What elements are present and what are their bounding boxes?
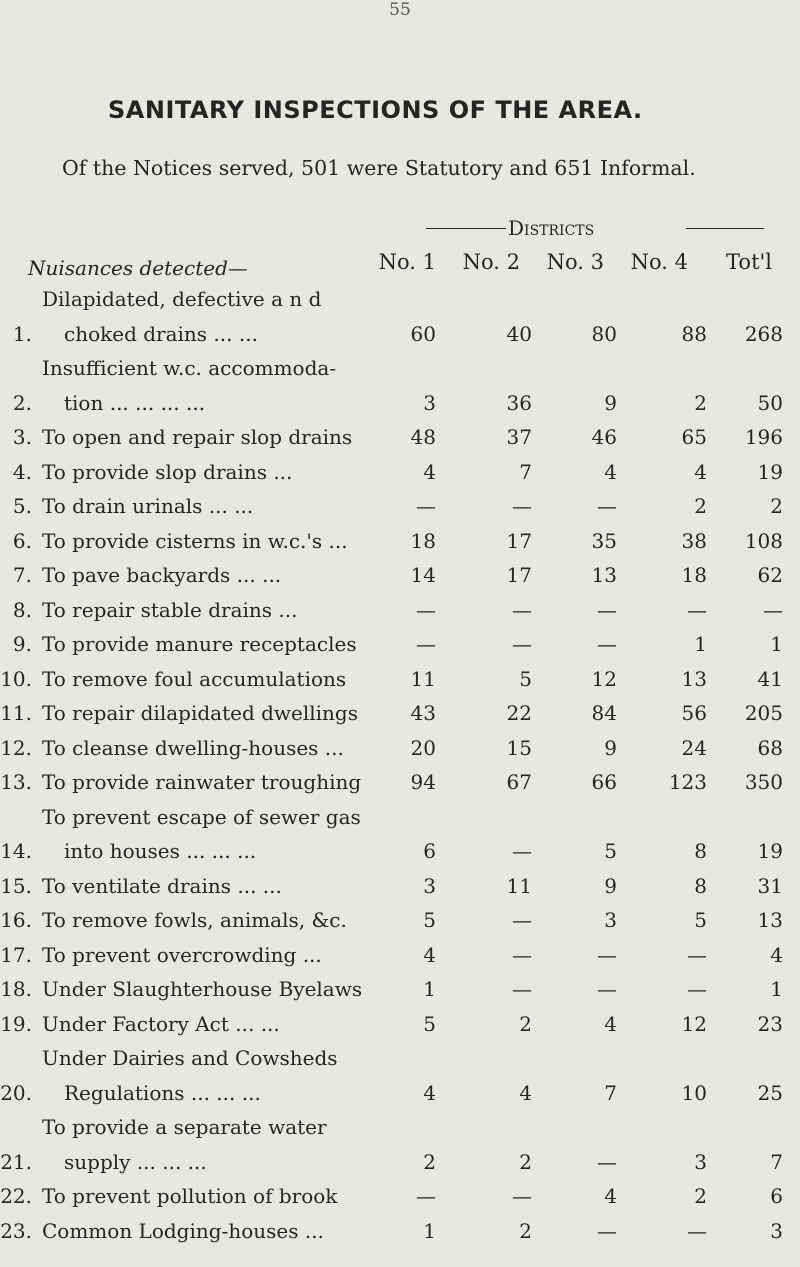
cell-value: —: [763, 597, 783, 622]
column-header-total: Tot'l: [726, 250, 772, 274]
cell-value: 205: [744, 701, 783, 725]
cell-value: 4: [423, 459, 436, 484]
cell-value: 18: [681, 563, 707, 587]
cell-value: 24: [681, 735, 707, 760]
cell-value: —: [597, 632, 617, 656]
cell-value: 1: [423, 977, 436, 1001]
cell-value: —: [687, 1218, 707, 1243]
row-description: [42, 938, 388, 973]
cell-value: 40: [506, 321, 532, 346]
intro-text: Of the Notices served, 501 were Statutory and 651 Informal.: [62, 156, 696, 180]
cell-value: —: [597, 597, 617, 622]
cell-value: 35: [591, 528, 617, 553]
row-description: [42, 455, 388, 490]
row-number: 10.: [0, 666, 32, 691]
cell-value: —: [512, 977, 532, 1001]
cell-value: 80: [591, 321, 617, 346]
cell-value: 31: [757, 873, 783, 898]
description-line: To pave backyards ... ...: [42, 563, 282, 587]
cell-value: 12: [681, 1011, 707, 1036]
cell-value: 350: [744, 770, 783, 794]
districts-rule-right: [686, 228, 764, 229]
row-number: 13.: [0, 770, 32, 794]
cell-value: 3: [423, 390, 436, 415]
description-line: To provide a separate water: [42, 1115, 327, 1139]
column-header-no1: No. 1: [378, 250, 436, 274]
cell-value: 1: [770, 977, 783, 1001]
table-row: [0, 420, 783, 455]
row-number: 16.: [0, 908, 32, 932]
cell-value: —: [512, 494, 532, 518]
table-row: [0, 455, 783, 490]
table-row: [0, 627, 783, 662]
row-description: [42, 1214, 388, 1249]
cell-value: 13: [591, 563, 617, 587]
cell-value: 4: [694, 459, 707, 484]
page-number: 55: [389, 0, 411, 20]
cell-value: 18: [410, 528, 436, 553]
cell-value: 2: [519, 1218, 532, 1243]
row-description: [42, 351, 388, 420]
cell-value: 9: [604, 735, 617, 760]
cell-value: 94: [410, 770, 436, 794]
cell-value: 14: [410, 563, 436, 587]
cell-value: 48: [410, 425, 436, 449]
cell-value: 11: [506, 873, 532, 898]
description-line: Insufficient w.c. accommoda-: [42, 356, 337, 380]
table-row: [0, 524, 783, 559]
row-number: 19.: [0, 1011, 32, 1036]
row-number: 1.: [12, 321, 32, 346]
cell-value: 20: [410, 735, 436, 760]
row-description: [42, 282, 388, 351]
cell-value: 43: [410, 701, 436, 725]
description-line: To prevent overcrowding ...: [42, 942, 322, 967]
row-number: 8.: [12, 597, 32, 622]
description-line: To ventilate drains ... ...: [42, 873, 282, 898]
cell-value: 25: [757, 1080, 783, 1105]
table-row: [0, 1179, 783, 1214]
row-description: [42, 1179, 388, 1214]
row-number: 14.: [0, 839, 32, 863]
cell-value: 2: [519, 1149, 532, 1174]
row-number: 5.: [12, 494, 32, 518]
cell-value: 7: [604, 1080, 617, 1105]
description-line: To provide cisterns in w.c.'s ...: [42, 528, 348, 553]
cell-value: 2: [694, 390, 707, 415]
cell-value: 88: [681, 321, 707, 346]
cell-value: 62: [757, 563, 783, 587]
cell-value: 22: [506, 701, 532, 725]
row-number: 23.: [0, 1218, 32, 1243]
description-continuation: into houses ... ... ...: [64, 839, 257, 863]
table-row: [0, 696, 783, 731]
cell-value: 2: [694, 1184, 707, 1208]
cell-value: 15: [506, 735, 532, 760]
row-description: [42, 1007, 388, 1042]
table-row: [0, 662, 783, 697]
cell-value: —: [512, 597, 532, 622]
column-header-no4: No. 4: [630, 250, 688, 274]
column-header-no3: No. 3: [546, 250, 604, 274]
row-description: [42, 869, 388, 904]
cell-value: —: [687, 977, 707, 1001]
cell-value: 12: [591, 666, 617, 691]
cell-value: 2: [519, 1011, 532, 1036]
cell-value: 4: [604, 1184, 617, 1208]
description-line: To repair dilapidated dwellings: [42, 701, 358, 725]
nuisance-table: [0, 282, 783, 1248]
cell-value: 8: [694, 873, 707, 898]
row-number: 3.: [12, 425, 32, 449]
cell-value: —: [597, 942, 617, 967]
description-line: To prevent escape of sewer gas: [42, 804, 361, 829]
table-row: [0, 972, 783, 1007]
cell-value: 17: [506, 528, 532, 553]
row-description: [42, 731, 388, 766]
cell-value: 4: [519, 1080, 532, 1105]
cell-value: 13: [757, 908, 783, 932]
description-line: Dilapidated, defective a n d: [42, 287, 322, 311]
districts-label: Districts: [508, 216, 595, 240]
cell-value: 123: [668, 770, 707, 794]
cell-value: 196: [744, 425, 783, 449]
cell-value: 2: [694, 494, 707, 518]
cell-value: —: [416, 632, 436, 656]
table-row: [0, 1041, 783, 1110]
cell-value: 4: [423, 942, 436, 967]
row-number: 4.: [12, 459, 32, 484]
description-continuation: supply ... ... ...: [64, 1149, 207, 1174]
table-row: [0, 765, 783, 800]
row-description: [42, 765, 388, 800]
cell-value: —: [416, 597, 436, 622]
row-description: [42, 627, 388, 662]
cell-value: —: [597, 494, 617, 518]
cell-value: 67: [506, 770, 532, 794]
row-description: [42, 489, 388, 524]
row-number: 18.: [0, 977, 32, 1001]
row-number: 9.: [12, 632, 32, 656]
cell-value: 3: [423, 873, 436, 898]
cell-value: 4: [604, 1011, 617, 1036]
cell-value: 11: [410, 666, 436, 691]
cell-value: 9: [604, 390, 617, 415]
nuisances-heading: Nuisances detected—: [28, 256, 248, 280]
description-line: Under Dairies and Cowsheds: [42, 1046, 338, 1070]
table-row: [0, 351, 783, 420]
row-description: [42, 662, 388, 697]
cell-value: 65: [681, 425, 707, 449]
row-description: [42, 420, 388, 455]
description-line: To provide manure receptacles: [42, 632, 357, 656]
cell-value: —: [597, 1218, 617, 1243]
cell-value: 1: [694, 632, 707, 656]
districts-rule-left: [426, 228, 506, 229]
table-row: [0, 1214, 783, 1249]
cell-value: 5: [423, 1011, 436, 1036]
row-description: [42, 558, 388, 593]
description-line: Under Factory Act ... ...: [42, 1011, 280, 1036]
table-row: [0, 800, 783, 869]
cell-value: 19: [757, 839, 783, 863]
cell-value: 17: [506, 563, 532, 587]
cell-value: 268: [744, 321, 783, 346]
cell-value: —: [416, 1184, 436, 1208]
cell-value: 23: [757, 1011, 783, 1036]
cell-value: 3: [770, 1218, 783, 1243]
cell-value: 2: [770, 494, 783, 518]
cell-value: 66: [591, 770, 617, 794]
description-line: To drain urinals ... ...: [42, 494, 254, 518]
table-row: [0, 593, 783, 628]
cell-value: 36: [506, 390, 532, 415]
cell-value: 19: [757, 459, 783, 484]
cell-value: 6: [770, 1184, 783, 1208]
row-number: 12.: [0, 735, 32, 760]
row-description: [42, 696, 388, 731]
cell-value: 9: [604, 873, 617, 898]
page-title: SANITARY INSPECTIONS OF THE AREA.: [108, 96, 643, 124]
row-number: 21.: [0, 1149, 32, 1174]
cell-value: 1: [423, 1218, 436, 1243]
cell-value: 4: [423, 1080, 436, 1105]
cell-value: 56: [681, 701, 707, 725]
cell-value: 4: [770, 942, 783, 967]
cell-value: 2: [423, 1149, 436, 1174]
cell-value: 50: [757, 390, 783, 415]
column-header-no2: No. 2: [462, 250, 520, 274]
row-number: 17.: [0, 942, 32, 967]
cell-value: —: [512, 942, 532, 967]
nuisance-table-body: [0, 282, 783, 1248]
row-description: [42, 1110, 388, 1179]
cell-value: 5: [604, 839, 617, 863]
row-number: 22.: [0, 1184, 32, 1208]
cell-value: 4: [604, 459, 617, 484]
row-number: 6.: [12, 528, 32, 553]
cell-value: —: [687, 942, 707, 967]
table-row: [0, 1110, 783, 1179]
cell-value: —: [416, 494, 436, 518]
cell-value: —: [512, 839, 532, 863]
cell-value: —: [512, 908, 532, 932]
cell-value: 5: [694, 908, 707, 932]
table-row: [0, 731, 783, 766]
description-line: To repair stable drains ...: [42, 597, 298, 622]
cell-value: 13: [681, 666, 707, 691]
table-row: [0, 869, 783, 904]
table-row: [0, 558, 783, 593]
row-description: [42, 800, 388, 869]
description-line: Under Slaughterhouse Byelaws: [42, 977, 363, 1001]
row-description: [42, 972, 388, 1007]
row-number: 7.: [12, 563, 32, 587]
row-description: [42, 1041, 388, 1110]
description-line: Common Lodging-houses ...: [42, 1218, 324, 1243]
description-line: To cleanse dwelling-houses ...: [42, 735, 344, 760]
cell-value: 41: [757, 666, 783, 691]
cell-value: 8: [694, 839, 707, 863]
cell-value: 46: [591, 425, 617, 449]
table-row: [0, 1007, 783, 1042]
description-continuation: Regulations ... ... ...: [64, 1080, 261, 1105]
row-number: 15.: [0, 873, 32, 898]
cell-value: —: [597, 977, 617, 1001]
cell-value: 68: [757, 735, 783, 760]
row-number: 2.: [12, 390, 32, 415]
description-continuation: choked drains ... ...: [64, 321, 258, 346]
cell-value: 3: [604, 908, 617, 932]
cell-value: 7: [770, 1149, 783, 1174]
cell-value: —: [687, 597, 707, 622]
description-continuation: tion ... ... ... ...: [64, 390, 206, 415]
cell-value: 38: [681, 528, 707, 553]
cell-value: —: [597, 1149, 617, 1174]
row-number: 20.: [0, 1080, 32, 1105]
cell-value: —: [512, 1184, 532, 1208]
cell-value: —: [512, 632, 532, 656]
cell-value: 5: [519, 666, 532, 691]
description-line: To provide rainwater troughing: [42, 770, 362, 794]
table-row: [0, 489, 783, 524]
description-line: To provide slop drains ...: [42, 459, 293, 484]
cell-value: 3: [694, 1149, 707, 1174]
cell-value: 6: [423, 839, 436, 863]
cell-value: 1: [770, 632, 783, 656]
table-row: [0, 282, 783, 351]
row-number: 11.: [0, 701, 32, 725]
cell-value: 108: [744, 528, 783, 553]
row-description: [42, 524, 388, 559]
districts-header: [426, 216, 764, 240]
cell-value: 37: [506, 425, 532, 449]
table-row: [0, 903, 783, 938]
cell-value: 10: [681, 1080, 707, 1105]
cell-value: 7: [519, 459, 532, 484]
cell-value: 84: [591, 701, 617, 725]
description-line: To open and repair slop drains: [42, 425, 353, 449]
table-row: [0, 938, 783, 973]
cell-value: 5: [423, 908, 436, 932]
row-description: [42, 903, 388, 938]
description-line: To prevent pollution of brook: [42, 1184, 338, 1208]
cell-value: 60: [410, 321, 436, 346]
description-line: To remove fowls, animals, &c.: [42, 908, 347, 932]
row-description: [42, 593, 388, 628]
description-line: To remove foul accumulations: [42, 666, 347, 691]
